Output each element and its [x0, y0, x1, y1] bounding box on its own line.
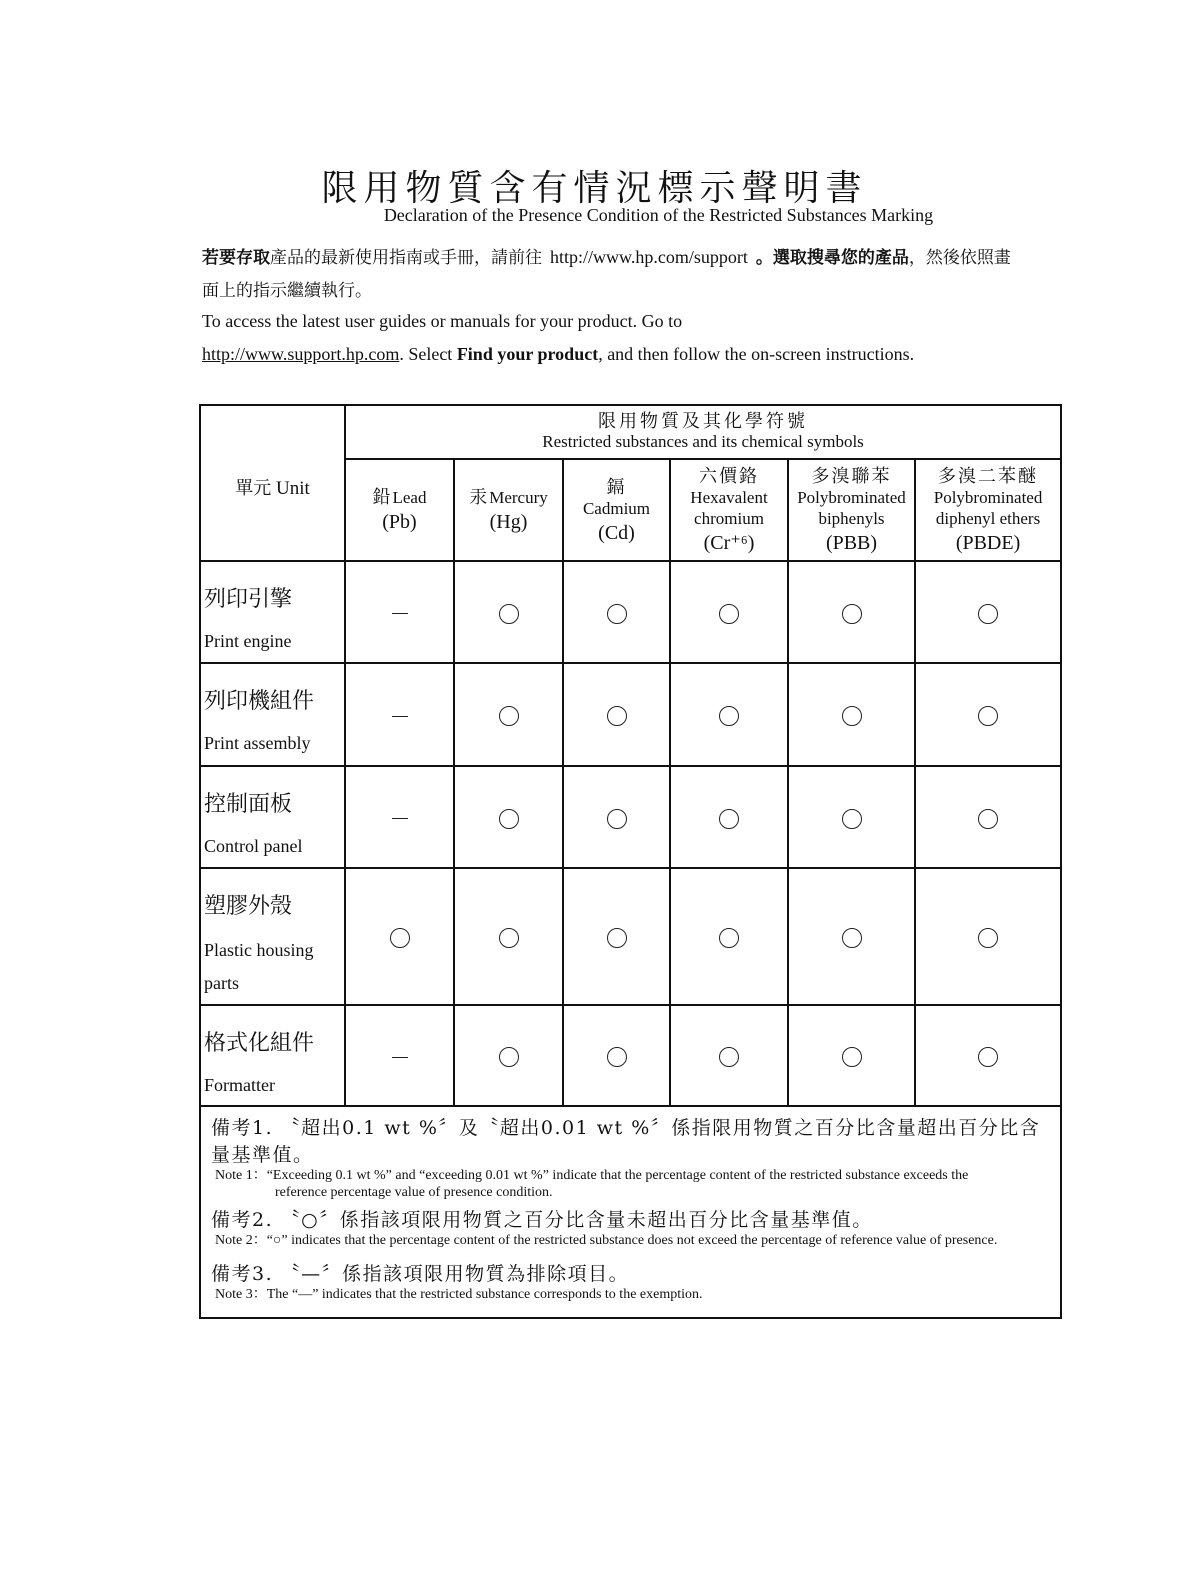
mark-cell: [454, 766, 563, 868]
substances-group-header: [345, 405, 1061, 459]
substance-en-1: Hexavalent: [690, 488, 768, 507]
table-row: [200, 561, 1061, 663]
note-3-zh: 備考3. 〝—〞係指該項限用物質為排除項目。: [211, 1263, 630, 1285]
mark-cell: [915, 766, 1061, 868]
circle-mark-icon: [499, 928, 519, 948]
row-label-zh: 列印機組件: [204, 689, 315, 714]
substance-en: Cadmium: [582, 498, 651, 518]
group-header-en: Restricted substances and its chemical symbols: [542, 432, 864, 451]
substances-table: [199, 404, 1062, 1319]
mark-cell: [670, 868, 788, 1005]
mark-cell: [788, 1005, 915, 1106]
mark-cell: [670, 561, 788, 663]
page-title: 限用物質含有情況標示聲明書: [321, 168, 868, 209]
mark-cell: [563, 868, 670, 1005]
intro-zh-line-2: 面上的指示繼續執行。: [202, 281, 372, 301]
row-label: [200, 561, 345, 663]
circle-mark-icon: [719, 706, 739, 726]
circle-mark-icon: [499, 809, 519, 829]
intro-en-bold: Find your product: [456, 344, 599, 364]
circle-mark-icon: [607, 706, 627, 726]
substance-header-cadmium: [563, 459, 670, 561]
circle-mark-icon: [719, 928, 739, 948]
row-label-en: Print engine: [204, 631, 292, 651]
notes-row: [200, 1106, 1061, 1318]
substance-symbol: (Cr⁺⁶): [703, 532, 755, 554]
mark-cell: [788, 561, 915, 663]
mark-cell: [915, 1005, 1061, 1106]
circle-mark-icon: [842, 706, 862, 726]
circle-mark-icon: [607, 928, 627, 948]
table-row: [200, 868, 1061, 1005]
circle-mark-icon: [719, 809, 739, 829]
circle-mark-icon: [978, 809, 998, 829]
mark-cell: [454, 1005, 563, 1106]
circle-mark-icon: [499, 1047, 519, 1067]
mark-cell: [788, 663, 915, 766]
circle-mark-icon: [499, 604, 519, 624]
row-label-en-2: parts: [204, 973, 239, 993]
unit-header-zh: 單元: [235, 478, 272, 499]
substance-symbol: (Cd): [598, 521, 635, 544]
mark-cell: [915, 561, 1061, 663]
note-3-en: Note 3：The “—” indicates that the restricted substance corresponds to the exemption.: [215, 1287, 703, 1302]
mark-cell: [788, 868, 915, 1005]
table-row: [200, 1005, 1061, 1106]
mark-cell: [454, 868, 563, 1005]
circle-mark-icon: [842, 928, 862, 948]
mark-cell: [345, 766, 454, 868]
substance-en: Mercury: [489, 488, 548, 507]
substance-symbol: (Pb): [382, 511, 417, 533]
intro-zh-line-1: [202, 243, 1011, 268]
substance-header-hexavalent-chromium: [670, 459, 788, 561]
substance-header-pbb: [788, 459, 915, 561]
support-link[interactable]: http://www.support.hp.com: [202, 344, 400, 364]
row-label-zh: 塑膠外殼: [204, 894, 293, 919]
mark-cell: [563, 766, 670, 868]
mark-cell: [563, 663, 670, 766]
mark-cell: [345, 663, 454, 766]
mark-cell: [670, 663, 788, 766]
circle-mark-icon: [978, 604, 998, 624]
circle-mark-icon: [607, 809, 627, 829]
mark-cell: [345, 1005, 454, 1106]
substance-zh: 多溴二苯醚: [938, 466, 1039, 487]
row-label-zh: 格式化組件: [204, 1031, 315, 1056]
substance-en-2: chromium: [694, 509, 764, 528]
row-label-en-1: Plastic housing: [204, 940, 314, 960]
substance-zh: 鉛: [372, 487, 393, 508]
note-1-en: [215, 1167, 1060, 1201]
circle-mark-icon: [842, 1047, 862, 1067]
intro-en-line-1: To access the latest user guides or manuals for your product. Go to: [202, 311, 683, 331]
intro-zh-bold-1: 若要存取: [202, 248, 270, 268]
intro-en-line-2: [202, 344, 914, 365]
intro-zh-text-2: ，然後依照畫: [908, 248, 1011, 268]
circle-mark-icon: [842, 809, 862, 829]
circle-mark-icon: [978, 1047, 998, 1067]
dash-mark-icon: [392, 716, 408, 717]
row-label-zh: 控制面板: [204, 792, 293, 817]
mark-cell: [454, 561, 563, 663]
circle-mark-icon: [719, 1047, 739, 1067]
row-label: [200, 663, 345, 766]
page-subtitle: Declaration of the Presence Condition of the Restricted Substances Marking: [383, 205, 934, 225]
row-label-en: Print assembly: [204, 733, 311, 753]
substance-symbol: (PBB): [825, 532, 878, 554]
mark-cell: [563, 561, 670, 663]
mark-cell: [454, 663, 563, 766]
substance-header-pbde: [915, 459, 1061, 561]
mark-cell: [345, 561, 454, 663]
circle-mark-icon: [842, 604, 862, 624]
note-1-en-a: Note 1：“Exceeding 0.1 wt %” and “exceeding 0.01 wt %” indicate that the percentage content of the restricted substance exceeds the: [215, 1168, 969, 1183]
circle-mark-icon: [390, 928, 410, 948]
note-2-en: Note 2：“○” indicates that the percentage content of the restricted substance does not exceed the percentage of reference value of presence.: [215, 1233, 998, 1248]
note-1-en-b: reference percentage value of presence condition.: [275, 1185, 553, 1200]
row-label-en: Control panel: [204, 836, 303, 856]
substance-zh: 六價鉻: [699, 466, 759, 487]
row-label: [200, 868, 345, 1005]
circle-mark-icon: [978, 706, 998, 726]
substance-en-2: diphenyl ethers: [935, 509, 1041, 528]
mark-cell: [563, 1005, 670, 1106]
substance-en-2: biphenyls: [818, 509, 885, 528]
substance-zh: 鎘: [606, 476, 627, 498]
substance-en: Lead: [392, 488, 427, 507]
intro-zh-text-1: 產品的最新使用指南或手冊，請前往: [270, 248, 542, 268]
unit-header: [200, 405, 345, 561]
mark-cell: [670, 1005, 788, 1106]
intro-en-text-b: , and then follow the on-screen instructions.: [598, 344, 915, 364]
substance-symbol: (PBDE): [955, 532, 1021, 554]
row-label: [200, 1005, 345, 1106]
substance-en-1: Polybrominated: [797, 488, 906, 507]
intro-zh-bold-2: 。選取搜尋您的產品: [755, 248, 909, 268]
unit-header-en: Unit: [275, 478, 310, 499]
circle-mark-icon: [607, 1047, 627, 1067]
row-label: [200, 766, 345, 868]
substance-header-lead: [345, 459, 454, 561]
substance-zh: 多溴聯苯: [811, 466, 892, 487]
circle-mark-icon: [719, 604, 739, 624]
circle-mark-icon: [607, 604, 627, 624]
note-2-zh: 備考2. 〝○〞係指該項限用物質之百分比含量未超出百分比含量基準值。: [211, 1209, 873, 1231]
dash-mark-icon: [392, 613, 408, 614]
note-1-zh: 備考1. 〝超出0.1 wt %〞及〝超出0.01 wt %〞係指限用物質之百分比含量超出百分比含量基準值。: [211, 1117, 1041, 1166]
table-row: [200, 663, 1061, 766]
substance-en-1: Polybrominated: [933, 488, 1043, 507]
mark-cell: [915, 663, 1061, 766]
substance-zh: 汞: [469, 487, 490, 508]
circle-mark-icon: [499, 706, 519, 726]
intro-zh-url[interactable]: http://www.hp.com/support: [550, 247, 748, 267]
circle-mark-icon: [978, 928, 998, 948]
table-row: [200, 766, 1061, 868]
row-label-zh: 列印引擎: [204, 587, 293, 612]
mark-cell: [788, 766, 915, 868]
group-header-zh: 限用物質及其化學符號: [598, 411, 809, 432]
dash-mark-icon: [392, 818, 408, 819]
row-label-en: Formatter: [204, 1075, 275, 1095]
mark-cell: [670, 766, 788, 868]
substance-header-mercury: [454, 459, 563, 561]
notes-cell: [200, 1106, 1061, 1318]
dash-mark-icon: [392, 1057, 408, 1058]
mark-cell: [345, 868, 454, 1005]
intro-en-text-a: . Select: [399, 344, 457, 364]
substance-symbol: (Hg): [489, 511, 528, 533]
mark-cell: [915, 868, 1061, 1005]
